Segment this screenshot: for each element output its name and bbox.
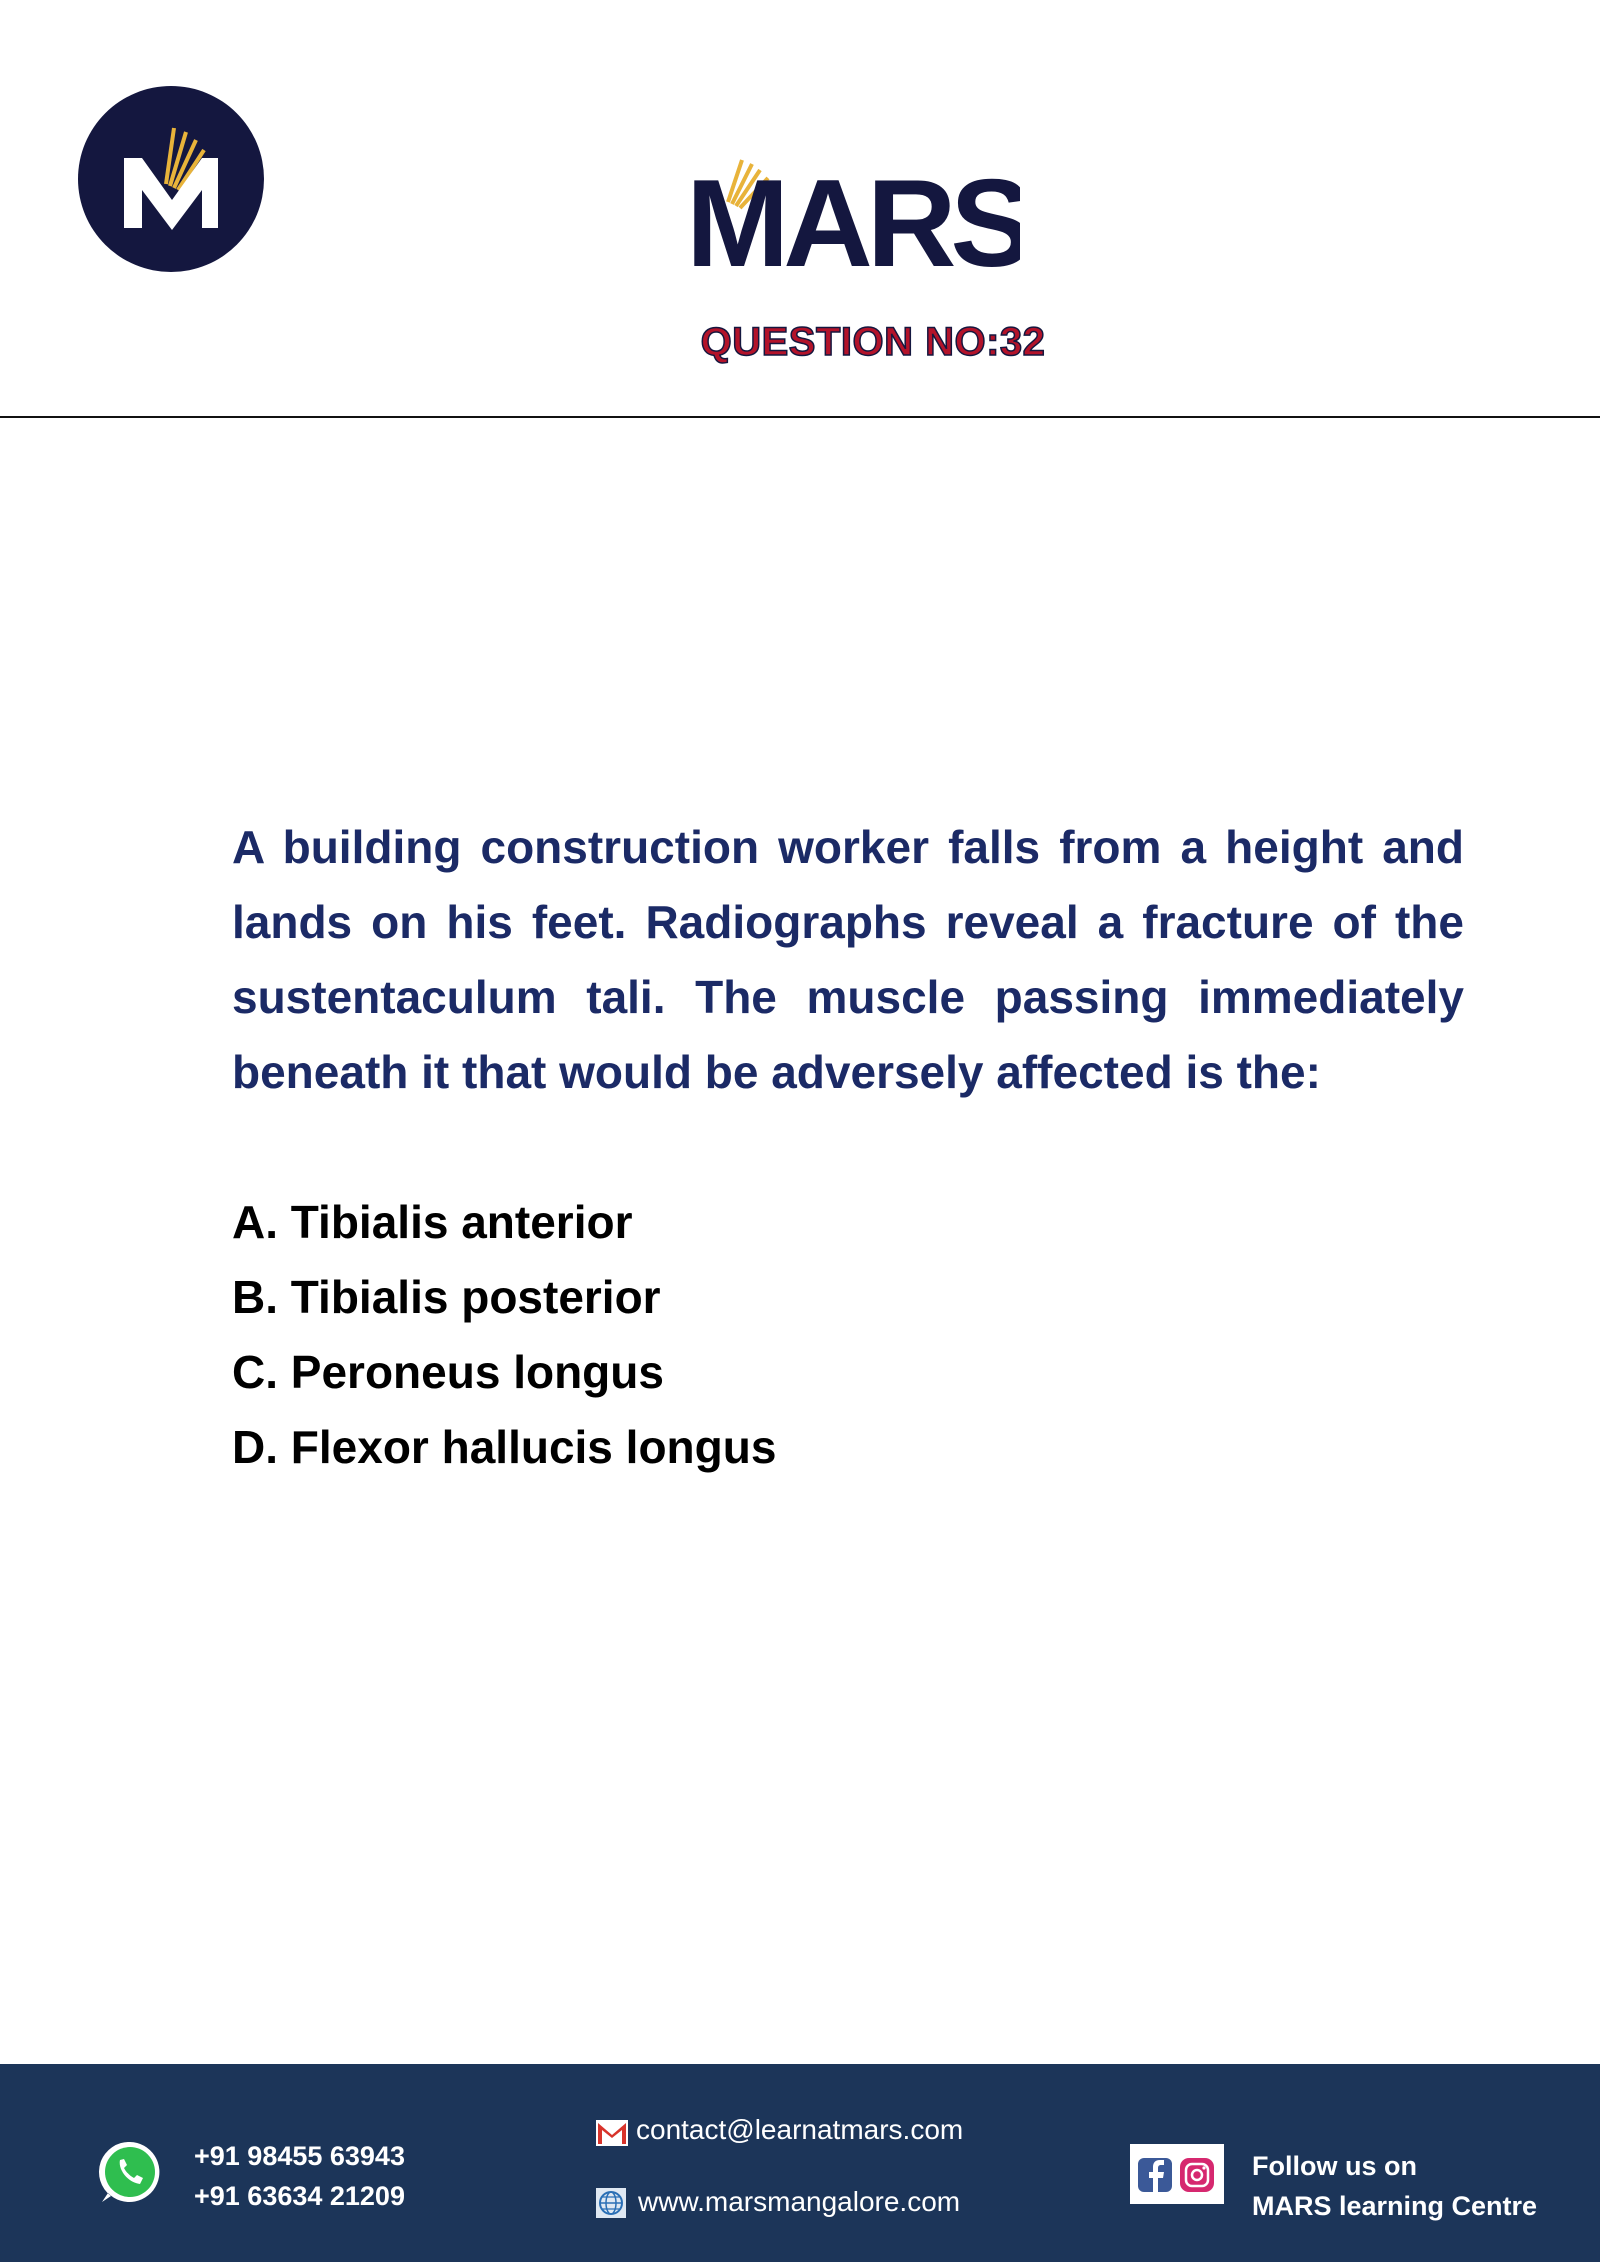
social-icons [1130, 2144, 1224, 2204]
whatsapp-icon[interactable] [96, 2138, 164, 2206]
answer-options [232, 1185, 1464, 1485]
phone-number-2[interactable]: +91 63634 21209 [194, 2181, 405, 2211]
option-a: A. Tibialis anterior [232, 1196, 633, 1248]
facebook-icon[interactable] [1138, 2158, 1172, 2192]
option-b: B. Tibialis posterior [232, 1271, 661, 1323]
option-d: D. Flexor hallucis longus [232, 1421, 777, 1473]
option-c: C. Peroneus longus [232, 1346, 664, 1398]
mail-icon [596, 2120, 628, 2146]
header-divider [0, 416, 1600, 418]
question-number: QUESTION NO:32 [700, 320, 1046, 364]
contact-footer [0, 2064, 1600, 2262]
phone-numbers [194, 2136, 405, 2216]
follow-line-1: Follow us on [1252, 2151, 1417, 2181]
mars-circle-logo [78, 86, 264, 272]
question-text: A building construction worker falls from a height and lands on his feet. Radiographs reveal a fracture of the sustentaculum tali. The muscle passing immediately beneath it that would be adversely affected is the: [232, 821, 1464, 1098]
globe-icon [596, 2188, 626, 2218]
follow-us-text [1252, 2146, 1537, 2226]
phone-number-1[interactable]: +91 98455 63943 [194, 2141, 405, 2171]
email-link[interactable]: contact@learnatmars.com [636, 2114, 964, 2145]
follow-line-2[interactable]: MARS learning Centre [1252, 2191, 1538, 2221]
mars-brand-logo [680, 150, 1020, 280]
brand-wordmark: MARS [686, 155, 1020, 280]
website-link[interactable]: www.marsmangalore.com [638, 2186, 961, 2217]
instagram-icon[interactable] [1180, 2158, 1214, 2192]
